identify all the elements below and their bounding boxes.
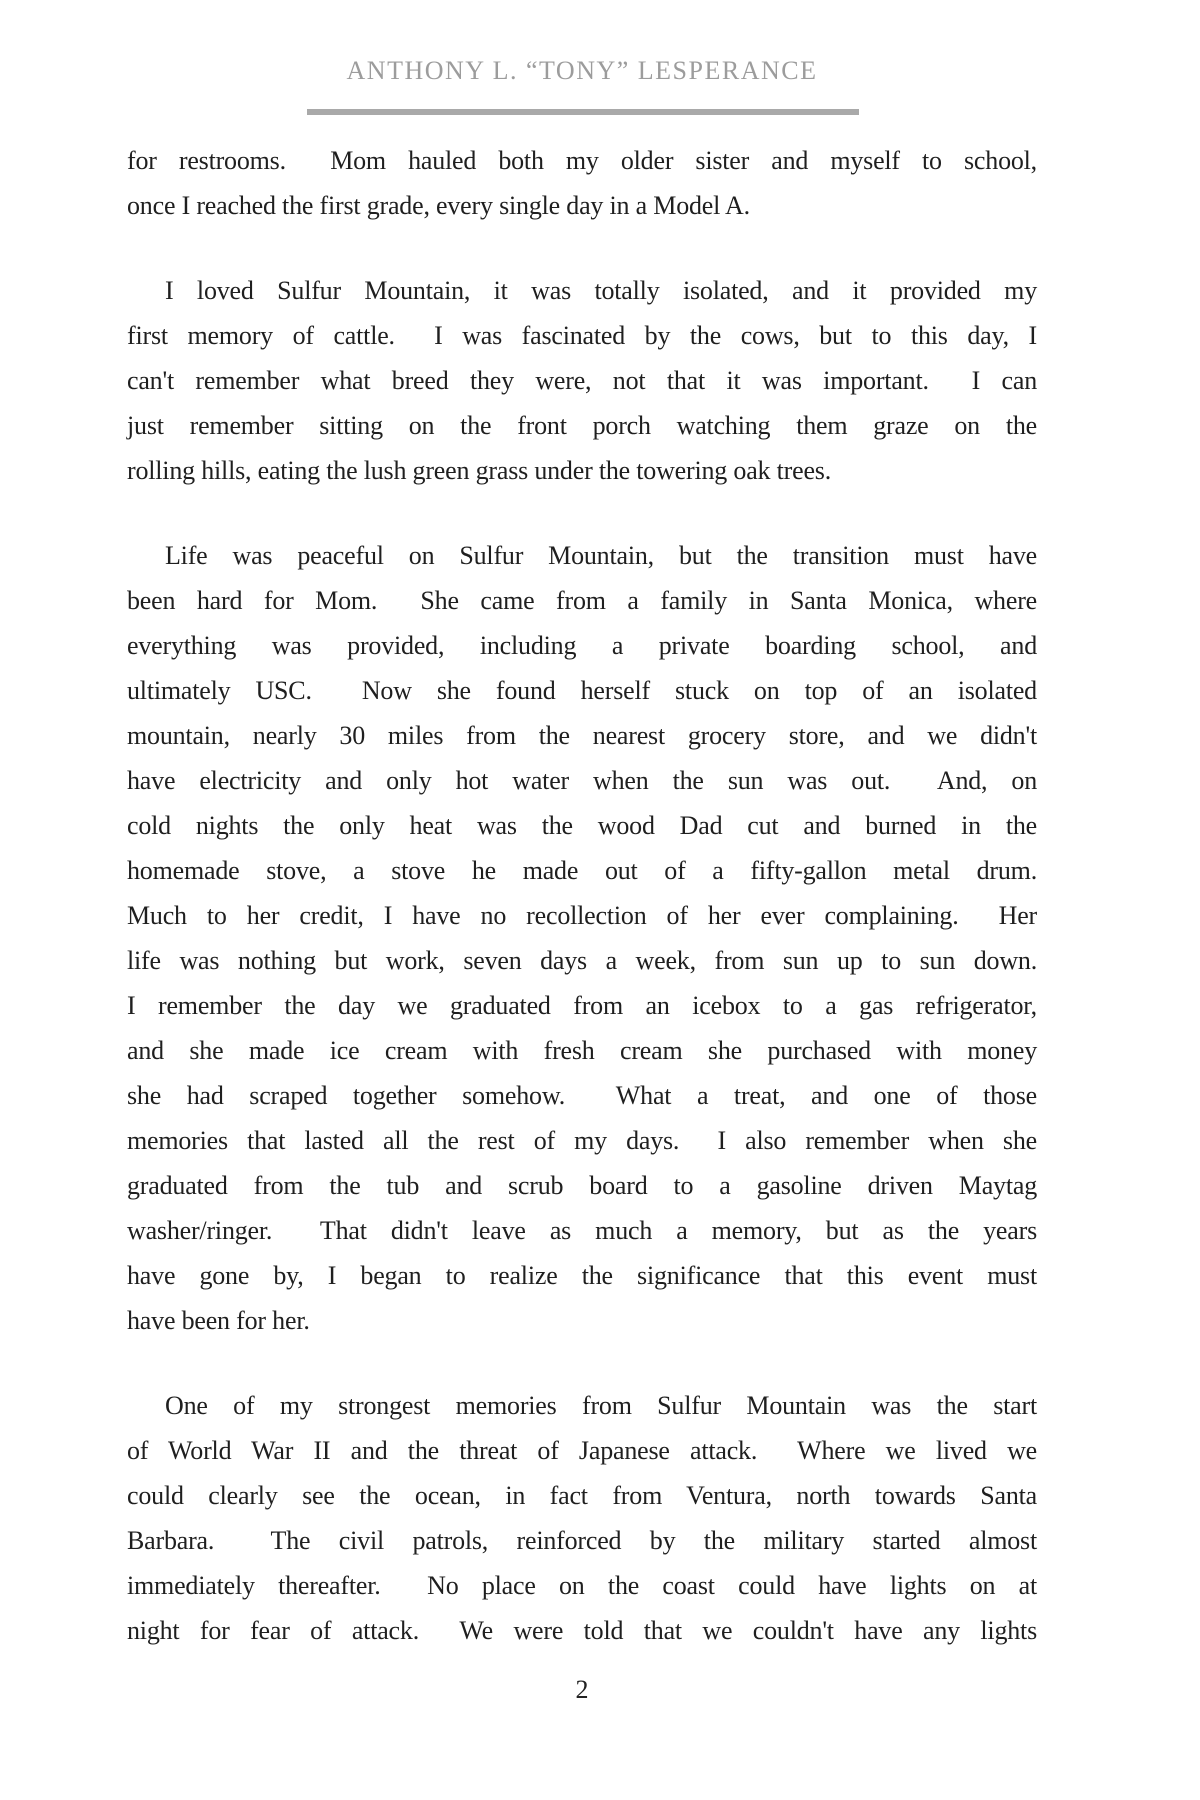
text-line: mountain, nearly 30 miles from the nearest grocery store, and we didn't [127,721,1037,750]
paragraph [127,138,1037,228]
text-line: of World War II and the threat of Japanese attack. Where we lived we [127,1436,1037,1465]
page-number: 2 [575,1675,589,1704]
text-line: just remember sitting on the front porch watching them graze on the [127,411,1037,440]
text-line: have been for her. [127,1306,310,1335]
text-line: she had scraped together somehow. What a treat, and one of those [127,1081,1037,1110]
text-line: Barbara. The civil patrols, reinforced by the military started almost [127,1526,1037,1555]
text-line: graduated from the tub and scrub board to a gasoline driven Maytag [127,1171,1037,1200]
text-line: Much to her credit, I have no recollection of her ever complaining. Her [127,901,1037,930]
text-line: I loved Sulfur Mountain, it was totally isolated, and it provided my [165,276,1037,305]
text-line: washer/ringer. That didn't leave as much a memory, but as the years [127,1216,1037,1245]
page-body [127,138,1037,1653]
paragraph [127,1383,1037,1653]
text-line: and she made ice cream with fresh cream she purchased with money [127,1036,1037,1065]
header-rule-divider [307,109,859,115]
text-line: been hard for Mom. She came from a family in Santa Monica, where [127,586,1037,615]
text-line: cold nights the only heat was the wood Dad cut and burned in the [127,811,1037,840]
text-line: immediately thereafter. No place on the coast could have lights on at [127,1571,1037,1600]
text-line: once I reached the first grade, every single day in a Model A. [127,191,750,220]
text-line: life was nothing but work, seven days a week, from sun up to sun down. [127,946,1037,975]
text-line: have electricity and only hot water when the sun was out. And, on [127,766,1037,795]
text-line: rolling hills, eating the lush green grass under the towering oak trees. [127,456,832,485]
text-line: everything was provided, including a private boarding school, and [127,631,1037,660]
text-line: could clearly see the ocean, in fact from Ventura, north towards Santa [127,1481,1037,1510]
text-line: night for fear of attack. We were told that we couldn't have any lights [127,1616,1037,1645]
paragraph [127,533,1037,1343]
text-line: ultimately USC. Now she found herself stuck on top of an isolated [127,676,1037,705]
running-header-title: ANTHONY L. “TONY” LESPERANCE [346,56,818,85]
text-line: can't remember what breed they were, not that it was important. I can [127,366,1037,395]
text-line: for restrooms. Mom hauled both my older sister and myself to school, [127,146,1037,175]
text-line: I remember the day we graduated from an icebox to a gas refrigerator, [127,991,1037,1020]
text-line: homemade stove, a stove he made out of a fifty-gallon metal drum. [127,856,1037,885]
text-line: memories that lasted all the rest of my days. I also remember when she [127,1126,1037,1155]
text-line: Life was peaceful on Sulfur Mountain, but the transition must have [165,541,1037,570]
text-line: first memory of cattle. I was fascinated by the cows, but to this day, I [127,321,1037,350]
paragraph [127,268,1037,493]
text-line: One of my strongest memories from Sulfur Mountain was the start [165,1391,1037,1420]
text-line: have gone by, I began to realize the significance that this event must [127,1261,1037,1290]
